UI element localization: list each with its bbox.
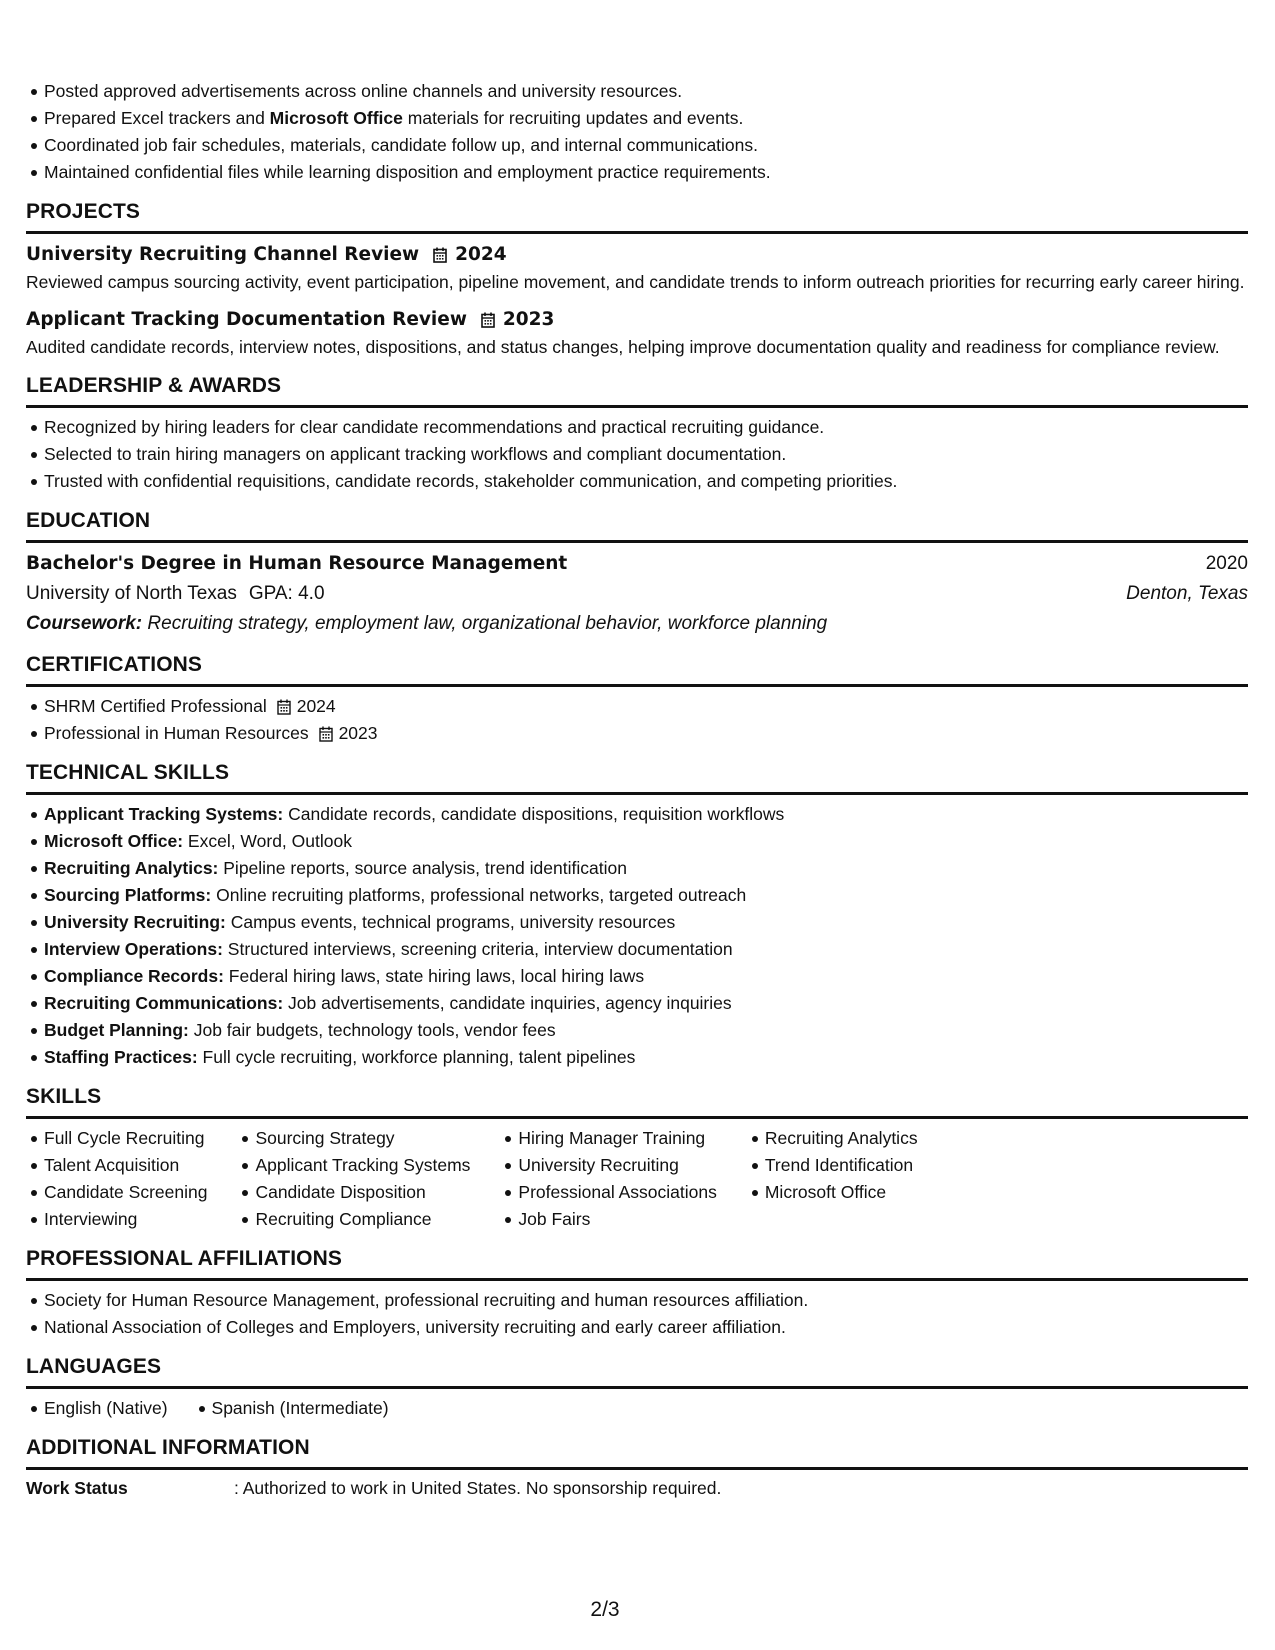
- skill-category: Sourcing Platforms:: [44, 885, 212, 905]
- certification-item: [44, 693, 1248, 720]
- skills-column: [500, 1125, 716, 1233]
- section-title: SKILLS: [26, 1084, 1248, 1119]
- skill-item: Recruiting Analytics: [765, 1125, 918, 1152]
- section-title: EDUCATION: [26, 508, 1248, 543]
- section-title: TECHNICAL SKILLS: [26, 760, 1248, 795]
- skill-category: Staffing Practices:: [44, 1047, 198, 1067]
- section-title: CERTIFICATIONS: [26, 652, 1248, 687]
- languages-section: [26, 1354, 1248, 1422]
- experience-bullet: [44, 105, 1248, 132]
- skills-grid: [26, 1125, 1248, 1233]
- project-description: Reviewed campus sourcing activity, event participation, pipeline movement, and candidate trends to inform outreach priorities for recurring early career hiring.: [26, 272, 1245, 292]
- coursework-text: Recruiting strategy, employment law, organizational behavior, workforce planning: [142, 613, 828, 634]
- skill-item: Candidate Disposition: [255, 1179, 470, 1206]
- certification-name: SHRM Certified Professional: [44, 696, 267, 716]
- skill-details: Excel, Word, Outlook: [183, 831, 352, 851]
- list-item: Selected to train hiring managers on applicant tracking workflows and compliant documentation.: [44, 441, 1248, 468]
- skill-details: Federal hiring laws, state hiring laws, local hiring laws: [223, 966, 645, 986]
- skill-details: Job fair budgets, technology tools, vendor fees: [188, 1020, 556, 1040]
- list-item: Trusted with confidential requisitions, candidate records, stakeholder communication, and competing priorities.: [44, 468, 1248, 495]
- technical-skills-list: [26, 801, 1248, 1071]
- skill-item: Full Cycle Recruiting: [44, 1125, 207, 1152]
- school-name: University of North Texas: [26, 583, 237, 604]
- technical-skill-item: [44, 936, 1248, 963]
- skill-item: Recruiting Compliance: [255, 1206, 470, 1233]
- technical-skill-item: [44, 1017, 1248, 1044]
- skill-category: Budget Planning:: [44, 1020, 189, 1040]
- skill-category: Recruiting Analytics:: [44, 858, 219, 878]
- degree-title: Bachelor's Degree in Human Resource Management: [26, 553, 568, 574]
- leadership-section: [26, 373, 1248, 495]
- skills-section: [26, 1084, 1248, 1233]
- skill-details: Candidate records, candidate dispositions, requisition workflows: [283, 804, 785, 824]
- skill-category: Microsoft Office:: [44, 831, 184, 851]
- resume-content: [26, 78, 1248, 1500]
- skill-item: Hiring Manager Training: [518, 1125, 716, 1152]
- certifications-section: [26, 652, 1248, 747]
- section-title: LEADERSHIP & AWARDS: [26, 373, 1248, 408]
- list-item: Society for Human Resource Management, professional recruiting and human resources affiliation.: [44, 1287, 1248, 1314]
- skills-column: [747, 1125, 918, 1233]
- experience-bullet: Maintained confidential files while learning disposition and employment practice requirements.: [44, 159, 1248, 186]
- technical-skill-item: [44, 855, 1248, 882]
- calendar-icon: [433, 247, 447, 263]
- info-label: Work Status: [26, 1478, 128, 1498]
- skill-item: Trend Identification: [765, 1152, 918, 1179]
- leadership-list: [26, 414, 1248, 495]
- skills-column: [237, 1125, 470, 1233]
- language-item: Spanish (Intermediate): [212, 1395, 389, 1422]
- certification-year: 2023: [338, 723, 378, 743]
- bullet-bold-text: Microsoft Office: [269, 108, 403, 128]
- project-year: 2024: [455, 244, 507, 265]
- technical-skill-item: [44, 909, 1248, 936]
- technical-skill-item: [44, 882, 1248, 909]
- calendar-icon: [277, 699, 291, 715]
- technical-skill-item: [44, 1044, 1248, 1071]
- language-item: English (Native): [44, 1395, 168, 1422]
- gpa: GPA: 4.0: [248, 583, 325, 604]
- skill-item: Job Fairs: [518, 1206, 716, 1233]
- affiliations-list: [26, 1287, 1248, 1341]
- project-year: 2023: [502, 309, 555, 330]
- section-title: ADDITIONAL INFORMATION: [26, 1435, 1248, 1470]
- certification-year: 2024: [296, 696, 336, 716]
- skill-details: Full cycle recruiting, workforce planning, talent pipelines: [197, 1047, 636, 1067]
- experience-bullet: Coordinated job fair schedules, materials, candidate follow up, and internal communications.: [44, 132, 1248, 159]
- skill-item: Interviewing: [44, 1206, 207, 1233]
- calendar-icon: [481, 312, 495, 328]
- certification-name: Professional in Human Resources: [44, 723, 309, 743]
- skill-item: Candidate Screening: [44, 1179, 207, 1206]
- skill-category: Compliance Records:: [44, 966, 224, 986]
- technical-skill-item: [44, 801, 1248, 828]
- skills-column: [26, 1125, 207, 1233]
- info-row: [26, 1476, 1248, 1500]
- project-item: [26, 240, 1248, 295]
- info-value: : Authorized to work in United States. No sponsorship required.: [234, 1478, 722, 1498]
- graduation-year: 2020: [1205, 553, 1248, 574]
- project-description: Audited candidate records, interview notes, dispositions, and status changes, helping improve documentation quality and readiness for compliance review.: [26, 337, 1220, 357]
- bullet-text: materials for recruiting updates and events.: [402, 108, 744, 128]
- education-section: [26, 508, 1248, 639]
- skill-details: Campus events, technical programs, university resources: [225, 912, 676, 932]
- technical-skill-item: [44, 828, 1248, 855]
- skill-details: Structured interviews, screening criteria, interview documentation: [222, 939, 733, 959]
- skill-item: Professional Associations: [518, 1179, 716, 1206]
- coursework-label: Coursework:: [26, 613, 143, 634]
- skill-item: Applicant Tracking Systems: [255, 1152, 470, 1179]
- section-title: LANGUAGES: [26, 1354, 1248, 1389]
- skill-item: University Recruiting: [518, 1152, 716, 1179]
- list-item: Recognized by hiring leaders for clear candidate recommendations and practical recruiting guidance.: [44, 414, 1248, 441]
- experience-bullets: [26, 78, 1248, 186]
- affiliations-section: [26, 1246, 1248, 1341]
- section-title: PROFESSIONAL AFFILIATIONS: [26, 1246, 1248, 1281]
- skill-item: Microsoft Office: [765, 1179, 918, 1206]
- project-name: Applicant Tracking Documentation Review: [26, 309, 467, 330]
- skill-category: Applicant Tracking Systems:: [44, 804, 284, 824]
- skill-item: Talent Acquisition: [44, 1152, 207, 1179]
- skill-details: Job advertisements, candidate inquiries, agency inquiries: [283, 993, 732, 1013]
- skill-details: Pipeline reports, source analysis, trend identification: [218, 858, 627, 878]
- section-title: PROJECTS: [26, 199, 1248, 234]
- project-item: [26, 305, 1248, 360]
- school-location: Denton, Texas: [1126, 583, 1248, 604]
- projects-section: [26, 199, 1248, 360]
- technical-skills-section: [26, 760, 1248, 1071]
- skill-category: Recruiting Communications:: [44, 993, 284, 1013]
- skill-details: Online recruiting platforms, professional networks, targeted outreach: [211, 885, 747, 905]
- language-column: [26, 1395, 168, 1422]
- page-number: 2/3: [590, 1598, 620, 1621]
- skill-item: Sourcing Strategy: [255, 1125, 470, 1152]
- skill-category: University Recruiting:: [44, 912, 226, 932]
- technical-skill-item: [44, 963, 1248, 990]
- technical-skill-item: [44, 990, 1248, 1017]
- certification-item: [44, 720, 1248, 747]
- language-column: [194, 1395, 389, 1422]
- experience-bullet: Posted approved advertisements across online channels and university resources.: [44, 78, 1248, 105]
- project-name: University Recruiting Channel Review: [26, 244, 420, 265]
- list-item: National Association of Colleges and Employers, university recruiting and early career affiliation.: [44, 1314, 1248, 1341]
- skill-category: Interview Operations:: [44, 939, 223, 959]
- coursework: [26, 609, 1248, 639]
- bullet-text: Prepared Excel trackers and: [44, 108, 270, 128]
- calendar-icon: [319, 726, 333, 742]
- additional-info-section: [26, 1435, 1248, 1500]
- languages-list: [26, 1395, 1248, 1422]
- certifications-list: [26, 693, 1248, 747]
